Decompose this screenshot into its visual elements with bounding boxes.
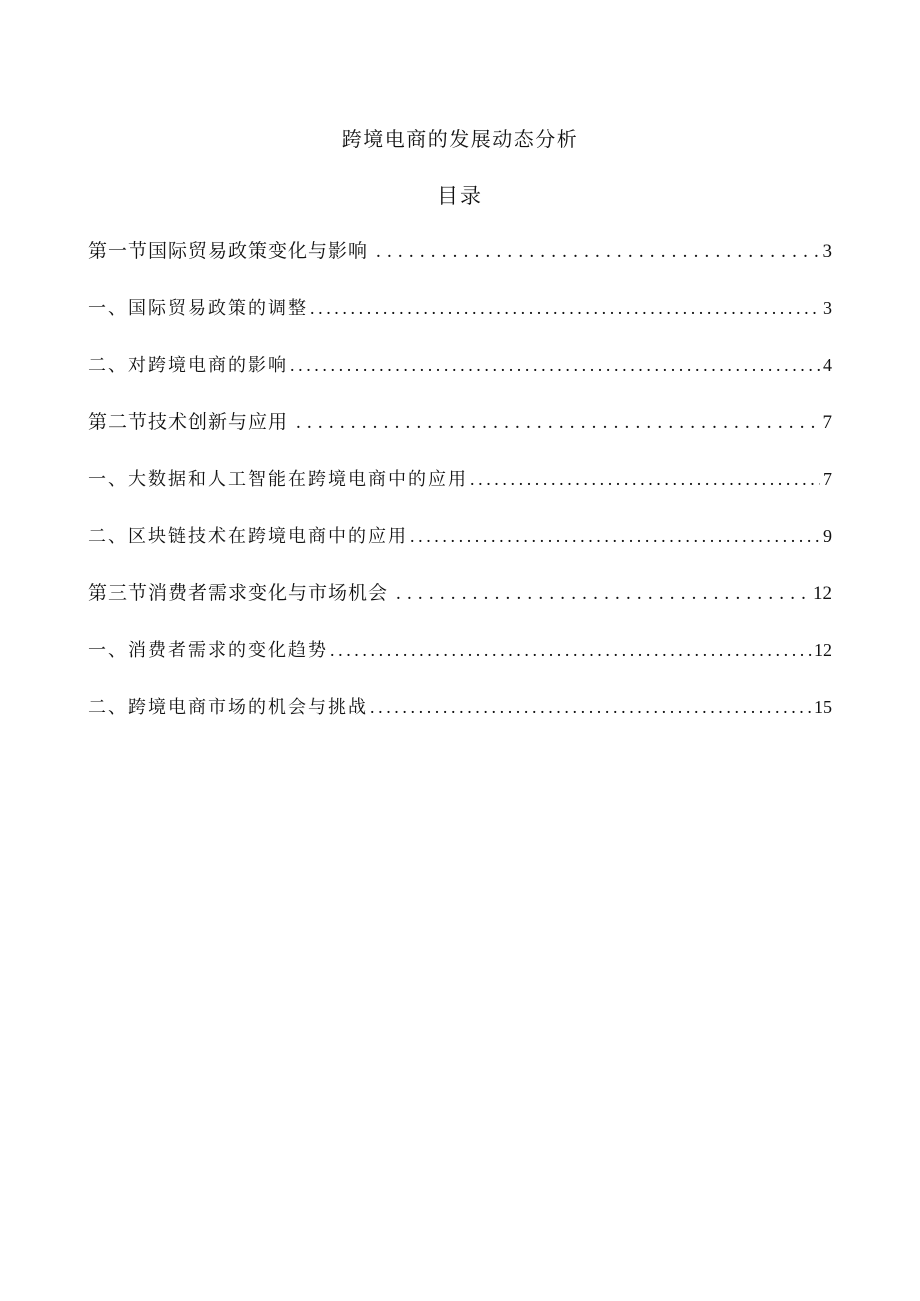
toc-dot-leader	[310, 294, 820, 322]
toc-entry-page: 4	[823, 355, 832, 375]
toc-entry-item[interactable]	[88, 294, 832, 351]
toc-entry-page: 15	[814, 697, 832, 717]
toc-entry-label: 第二节技术创新与应用	[88, 411, 289, 433]
toc-entry-item[interactable]	[88, 636, 832, 693]
toc-entry-label: 一、消费者需求的变化趋势	[88, 640, 328, 661]
toc-entry-section-2[interactable]	[88, 408, 832, 465]
toc-dot-leader	[396, 580, 811, 608]
toc-entry-page: 9	[823, 526, 832, 546]
toc-entry-item[interactable]	[88, 465, 832, 522]
toc-entry-section-1[interactable]	[88, 237, 832, 294]
toc-entry-label: 第一节国际贸易政策变化与影响	[88, 240, 369, 262]
toc-entry-section-3[interactable]	[88, 579, 832, 636]
toc-dot-leader	[470, 465, 820, 493]
toc-entry-item[interactable]	[88, 522, 832, 579]
toc-dot-leader	[370, 693, 812, 721]
toc-entry-label: 一、大数据和人工智能在跨境电商中的应用	[88, 469, 468, 490]
toc-dot-leader	[296, 409, 820, 437]
document-title: 跨境电商的发展动态分析	[341, 127, 579, 151]
toc-entry-page: 7	[822, 412, 832, 433]
toc-dot-leader	[376, 238, 820, 266]
toc-entry-page: 3	[822, 241, 832, 262]
toc-entry-page: 12	[813, 583, 832, 604]
toc-entry-label: 二、对跨境电商的影响	[88, 355, 288, 376]
toc-entry-page: 12	[814, 640, 832, 660]
table-of-contents	[88, 237, 832, 750]
toc-entry-label: 一、国际贸易政策的调整	[88, 298, 308, 319]
toc-entry-item[interactable]	[88, 351, 832, 408]
toc-dot-leader	[410, 522, 820, 550]
toc-entry-page: 3	[823, 298, 832, 318]
toc-heading: 目录	[437, 184, 483, 208]
toc-entry-label: 第三节消费者需求变化与市场机会	[88, 582, 389, 604]
toc-entry-item[interactable]	[88, 693, 832, 750]
toc-entry-label: 二、区块链技术在跨境电商中的应用	[88, 526, 408, 547]
toc-dot-leader	[290, 351, 820, 379]
toc-entry-page: 7	[823, 469, 832, 489]
toc-dot-leader	[330, 636, 812, 664]
toc-entry-label: 二、跨境电商市场的机会与挑战	[88, 697, 368, 718]
